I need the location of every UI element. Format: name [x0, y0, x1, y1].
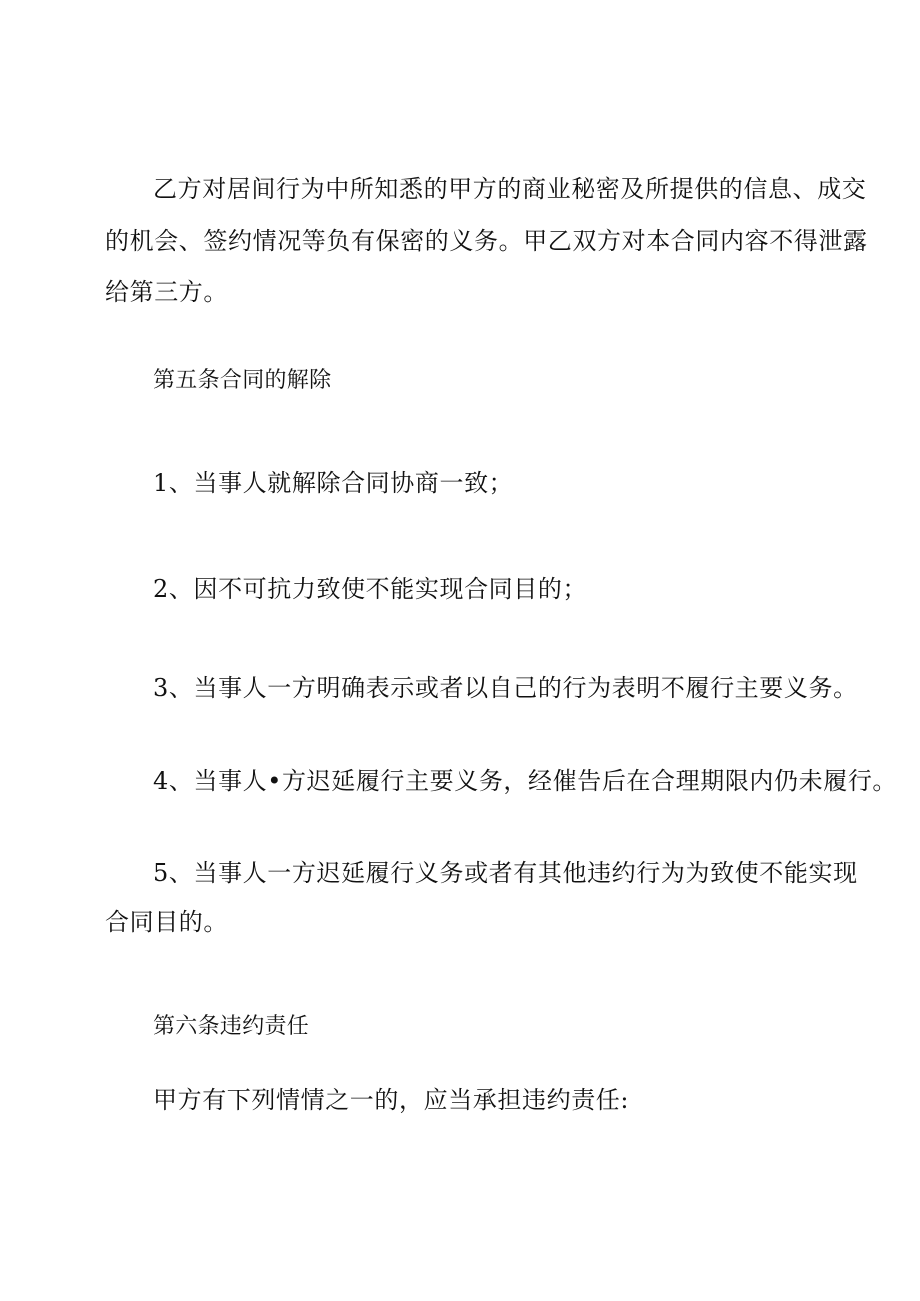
article-5-heading: 第五条合同的解除	[153, 368, 332, 393]
article-6-intro: 甲方有下列情情之一的，应当承担违约责任:	[153, 1086, 630, 1114]
article-5-item-2: 2、因不可抗力致使不能实现合同目的；	[153, 575, 588, 603]
article-6-heading: 第六条违约责任	[153, 1014, 310, 1039]
confidentiality-paragraph-line-3: 给第三方。	[105, 278, 228, 306]
article-5-item-5-line-2: 合同目的。	[105, 908, 228, 936]
confidentiality-paragraph-line-1: 乙方对居间行为中所知悉的甲方的商业秘密及所提供的信息、成交	[153, 175, 867, 203]
article-5-item-5-line-1: 5、当事人一方迟延履行义务或者有其他违约行为为致使不能实现	[153, 859, 858, 887]
confidentiality-paragraph-line-2: 的机会、签约情况等负有保密的义务。甲乙双方对本合同内容不得泄露	[105, 227, 868, 255]
article-5-item-3: 3、当事人一方明确表示或者以自己的行为表明不履行主要义务。	[153, 674, 858, 702]
article-5-item-1: 1、当事人就解除合同协商一致；	[153, 469, 514, 497]
article-5-item-4: 4、当事人•方迟延履行主要义务，经催告后在合理期限内仍未履行。	[153, 767, 898, 795]
